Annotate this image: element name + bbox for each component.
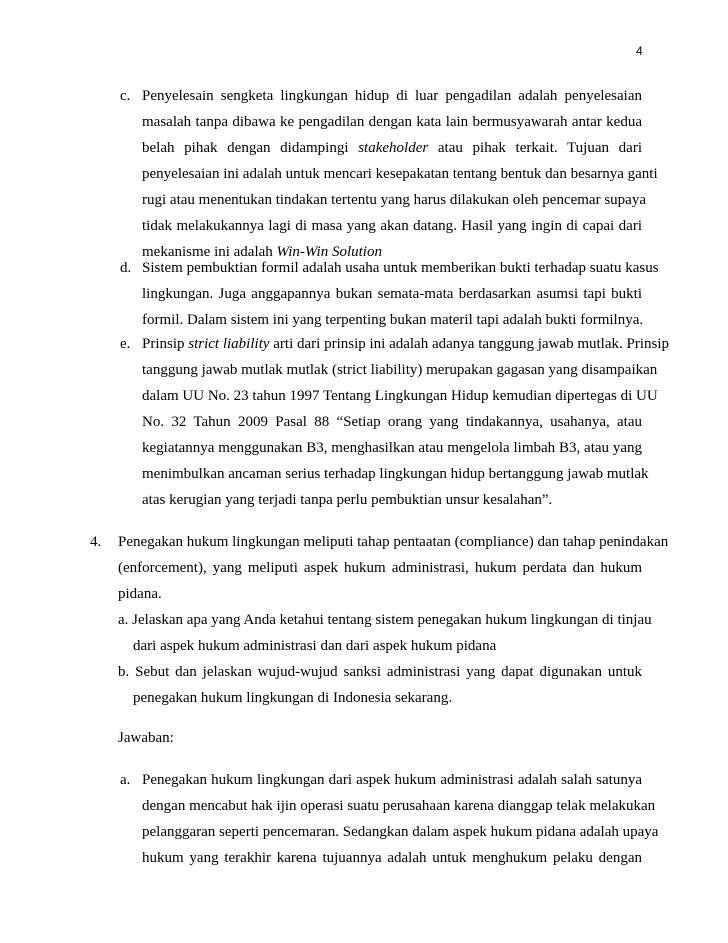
item-c-line: belah pihak dengan didampingi stakeholder atau pihak terkait. Tujuan dari [142, 140, 642, 156]
item-e-line: atas kerugian yang terjadi tanpa perlu pembuktian unsur kesalahan”. [142, 492, 553, 508]
item-d-line: formil. Dalam sistem ini yang terpenting bukan materil tapi adalah bukti formilnya. [142, 312, 644, 328]
answer-line: pelanggaran seperti pencemaran. Sedangkan dalam aspek hukum pidana adalah upaya [142, 824, 659, 840]
item-e-line: tanggung jawab mutlak mutlak (strict liability) merupakan gagasan yang disampaikan [142, 362, 658, 378]
sub-question-b-line: b. Sebut dan jelaskan wujud-wujud sanksi administrasi yang dapat digunakan untuk [118, 664, 642, 680]
sub-question-a-line: dari aspek hukum administrasi dan dari aspek hukum pidana [133, 638, 497, 654]
item-d-line: Sistem pembuktian formil adalah usaha untuk memberikan bukti terhadap suatu kasus [142, 260, 659, 276]
item-e-line: No. 32 Tahun 2009 Pasal 88 “Setiap orang yang tindakannya, usahanya, atau [142, 414, 642, 430]
answer-line: dengan mencabut hak ijin operasi suatu perusahaan karena dianggap telak melakukan [142, 798, 656, 814]
question-number: 4. [90, 534, 102, 550]
item-e-line: dalam UU No. 23 tahun 1997 Tentang Lingkungan Hidup kemudian dipertegas di UU [142, 388, 658, 404]
question-line: (enforcement), yang meliputi aspek hukum administrasi, hukum perdata dan hukum [118, 560, 642, 576]
item-e-line: kegiatannya menggunakan B3, menghasilkan atau mengelola limbah B3, atau yang [142, 440, 642, 456]
item-c-line: rugi atau menentukan tindakan tertentu yang harus dilakukan oleh pencemar supaya [142, 192, 646, 208]
item-d-label: d. [120, 260, 132, 276]
answer-line: Penegakan hukum lingkungan dari aspek hukum administrasi adalah salah satunya [142, 772, 642, 788]
sub-question-a-line: a. Jelaskan apa yang Anda ketahui tentang sistem penegakan hukum lingkungan di tinjau [118, 612, 652, 628]
answer-line: hukum yang terakhir karena tujuannya adalah untuk menghukum pelaku dengan [142, 850, 642, 866]
answer-a-label: a. [120, 772, 131, 788]
item-d-line: lingkungan. Juga anggapannya bukan semata-mata berdasarkan asumsi tapi bukti [142, 286, 642, 302]
sub-question-b-line: penegakan hukum lingkungan di Indonesia sekarang. [133, 690, 453, 706]
item-e-line: Prinsip strict liability arti dari prinsip ini adalah adanya tanggung jawab mutlak. Prinsip [142, 336, 670, 352]
question-line: pidana. [118, 586, 162, 602]
page-number: 4 [636, 44, 643, 58]
item-e-line: menimbulkan ancaman serius terhadap lingkungan hidup bertanggung jawab mutlak [142, 466, 649, 482]
item-e-label: e. [120, 336, 131, 352]
question-line: Penegakan hukum lingkungan meliputi tahap pentaatan (compliance) dan tahap penindakan [118, 534, 669, 550]
item-c-label: c. [120, 88, 131, 104]
item-c-line: mekanisme ini adalah Win-Win Solution [142, 244, 382, 260]
item-c-line: tidak melakukannya lagi di masa yang akan datang. Hasil yang ingin di capai dari [142, 218, 642, 234]
item-c-line: Penyelesain sengketa lingkungan hidup di luar pengadilan adalah penyelesaian [142, 88, 642, 104]
item-c-line: penyelesaian ini adalah untuk mencari kesepakatan tentang bentuk dan besarnya ganti [142, 166, 658, 182]
item-c-line: masalah tanpa dibawa ke pengadilan dengan kata lain bermusyawarah antar kedua [142, 114, 642, 130]
answer-heading: Jawaban: [118, 730, 174, 746]
